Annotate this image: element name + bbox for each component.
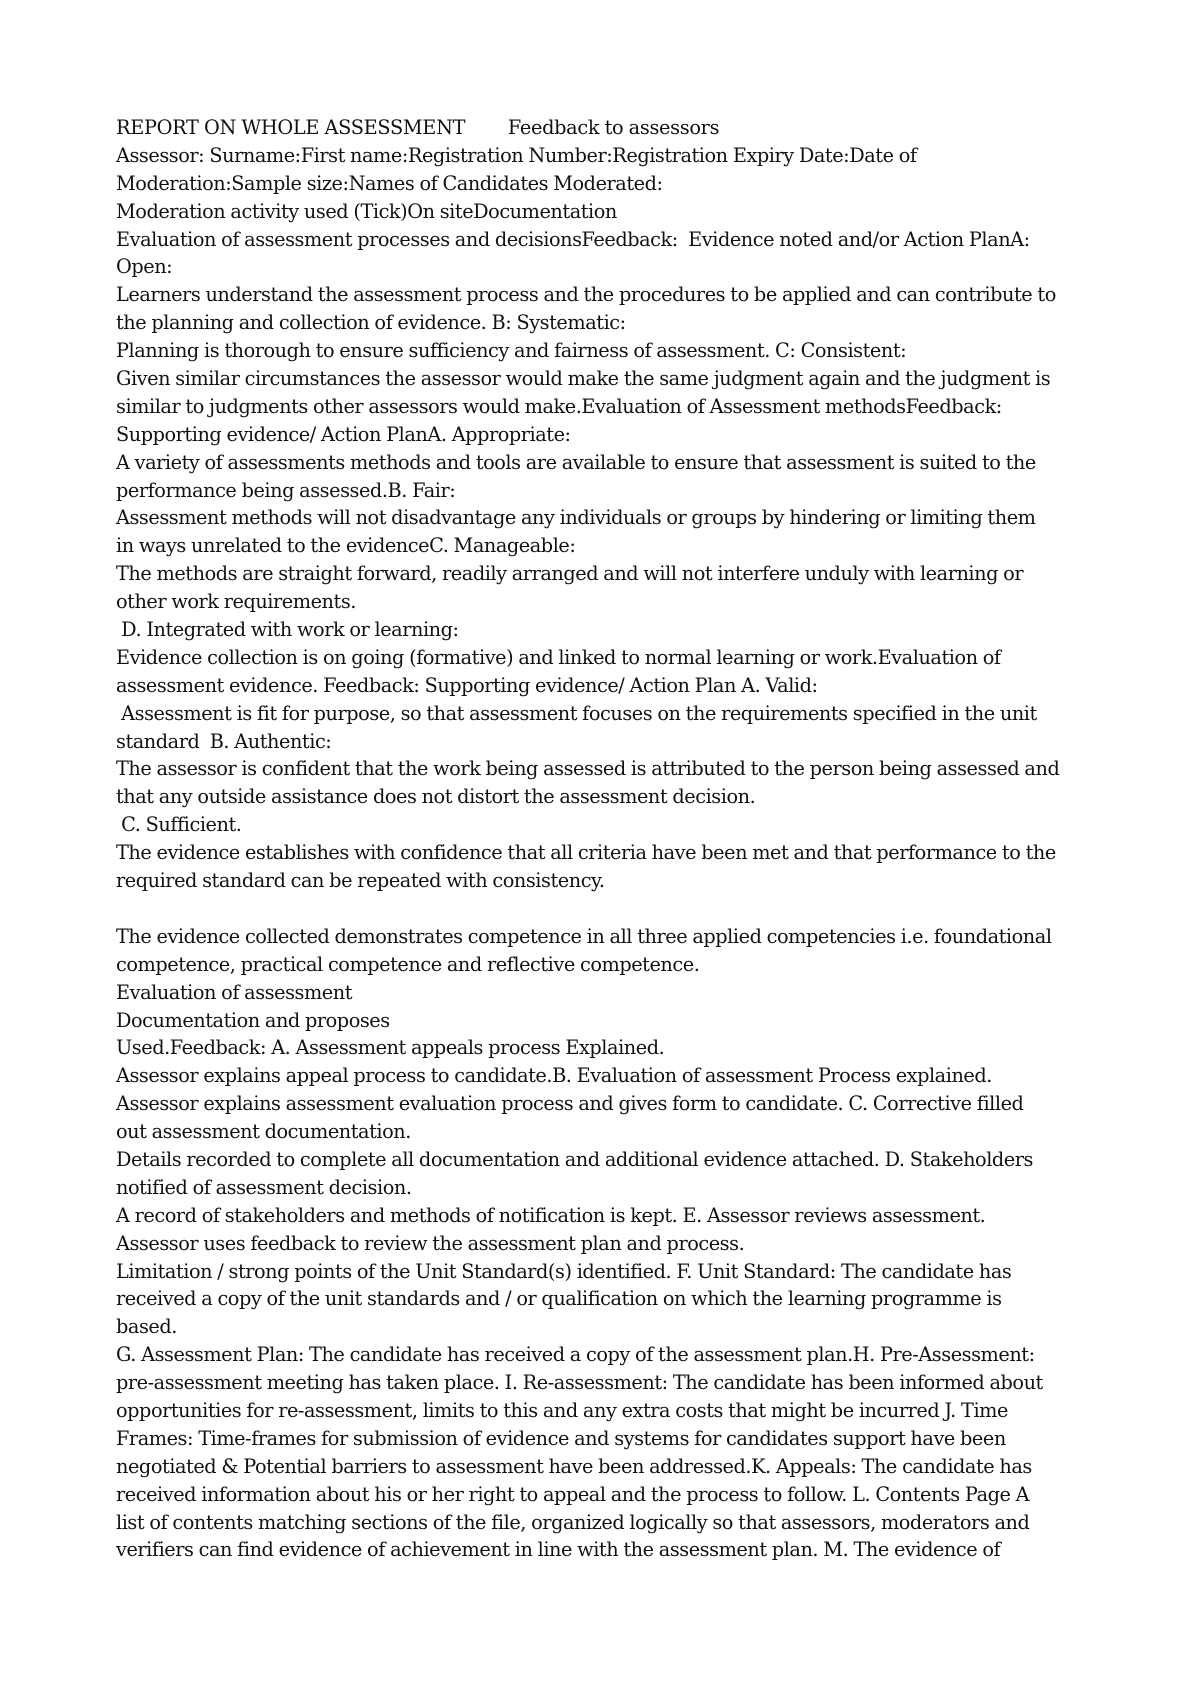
text-line: The methods are straight forward, readily arranged and will not interfere unduly with learning or — [116, 562, 1024, 586]
text-line: Planning is thorough to ensure sufficiency and fairness of assessment. C: Consistent: — [116, 339, 907, 363]
blank-line — [116, 895, 1091, 923]
text-line: Learners understand the assessment process and the procedures to be applied and can contribute to — [116, 283, 1056, 307]
text-line: Assessment methods will not disadvantage any individuals or groups by hindering or limiting them — [116, 506, 1036, 530]
text-line: The assessor is confident that the work being assessed is attributed to the person being assessed and — [116, 757, 1060, 781]
text-line: Open: — [116, 255, 173, 279]
text-line: Evidence collection is on going (formative) and linked to normal learning or work.Evaluation of — [116, 645, 1001, 669]
text-line: other work requirements. — [116, 590, 356, 614]
text-line: The evidence establishes with confidence that all criteria have been met and that performance to the — [116, 841, 1056, 865]
text-line: verifiers can find evidence of achievement in line with the assessment plan. M. The evidence of — [116, 1538, 1001, 1562]
text-line: assessment evidence. Feedback: Supporting evidence/ Action Plan A. Valid: — [116, 673, 818, 697]
text-line: Evaluation of assessment — [116, 980, 353, 1004]
text-line — [116, 1564, 1091, 1592]
text-line: similar to judgments other assessors would make.Evaluation of Assessment methodsFeedback: — [116, 394, 1002, 418]
text-line: Supporting evidence/ Action PlanA. Appropriate: — [116, 422, 571, 446]
text-line: pre-assessment meeting has taken place. I. Re-assessment: The candidate has been informed about — [116, 1371, 1043, 1395]
text-line: that any outside assistance does not distort the assessment decision. — [116, 785, 756, 809]
text-line: Evaluation of assessment processes and decisionsFeedback: Evidence noted and/or Action PlanA: — [116, 227, 1030, 251]
text-line: the planning and collection of evidence. B: Systematic: — [116, 311, 626, 335]
text-line: Moderation:Sample size:Names of Candidates Moderated: — [116, 171, 663, 195]
text-line: Documentation and proposes — [116, 1008, 390, 1032]
text-line: standard B. Authentic: — [116, 729, 332, 753]
text-line: The evidence collected demonstrates competence in all three applied competencies i.e. foundational — [116, 924, 1052, 948]
text-line: negotiated & Potential barriers to assessment have been addressed.K. Appeals: The candidate has — [116, 1454, 1032, 1478]
text-line: Given similar circumstances the assessor would make the same judgment again and the judgment is — [116, 367, 1051, 391]
report-heading: REPORT ON WHOLE ASSESSMENT Feedback to assessors — [116, 116, 720, 139]
text-line: Used.Feedback: A. Assessment appeals process Explained. — [116, 1036, 665, 1060]
text-line: in ways unrelated to the evidenceC. Manageable: — [116, 534, 576, 558]
text-line: received a copy of the unit standards and / or qualification on which the learning programme is — [116, 1287, 1002, 1311]
text-line: list of contents matching sections of the file, organized logically so that assessors, moderators and — [116, 1510, 1030, 1534]
text-line: required standard can be repeated with consistency. — [116, 869, 605, 893]
text-line: A variety of assessments methods and tools are available to ensure that assessment is suited to the — [116, 450, 1036, 474]
text-line: Moderation activity used (Tick)On siteDocumentation — [116, 199, 617, 223]
text-line: C. Sufficient. — [116, 813, 242, 837]
text-line: opportunities for re-assessment, limits to this and any extra costs that might be incurred J. Time — [116, 1398, 1008, 1422]
text-line: Assessor explains assessment evaluation process and gives form to candidate. C. Corrective filled — [116, 1092, 1024, 1116]
text-line: D. Integrated with work or learning: — [116, 618, 459, 642]
text-line: Frames: Time-frames for submission of evidence and systems for candidates support have been — [116, 1426, 1006, 1450]
text-line: Assessor explains appeal process to candidate.B. Evaluation of assessment Process explained. — [116, 1064, 992, 1088]
text-line: based. — [116, 1315, 177, 1339]
text-line: Details recorded to complete all documentation and additional evidence attached. D. Stakeholders — [116, 1147, 1033, 1171]
text-line: out assessment documentation. — [116, 1120, 411, 1144]
text-line: Assessor: Surname:First name:Registration Number:Registration Expiry Date:Date of — [116, 143, 917, 167]
text-line: Assessment is fit for purpose, so that assessment focuses on the requirements specified in the unit — [116, 701, 1037, 725]
text-line: competence, practical competence and reflective competence. — [116, 952, 700, 976]
text-line: Assessor uses feedback to review the assessment plan and process. — [116, 1231, 745, 1255]
text-line: notified of assessment decision. — [116, 1175, 412, 1199]
text-line: performance being assessed.B. Fair: — [116, 478, 456, 502]
text-line: G. Assessment Plan: The candidate has received a copy of the assessment plan.H. Pre-Assessment: — [116, 1343, 1035, 1367]
text-line: Limitation / strong points of the Unit Standard(s) identified. F. Unit Standard: The candidate has — [116, 1259, 1012, 1283]
document-body — [116, 114, 1091, 1592]
text-line: A record of stakeholders and methods of notification is kept. E. Assessor reviews assessment. — [116, 1203, 986, 1227]
text-line: received information about his or her right to appeal and the process to follow. L. Contents Page A — [116, 1482, 1030, 1506]
